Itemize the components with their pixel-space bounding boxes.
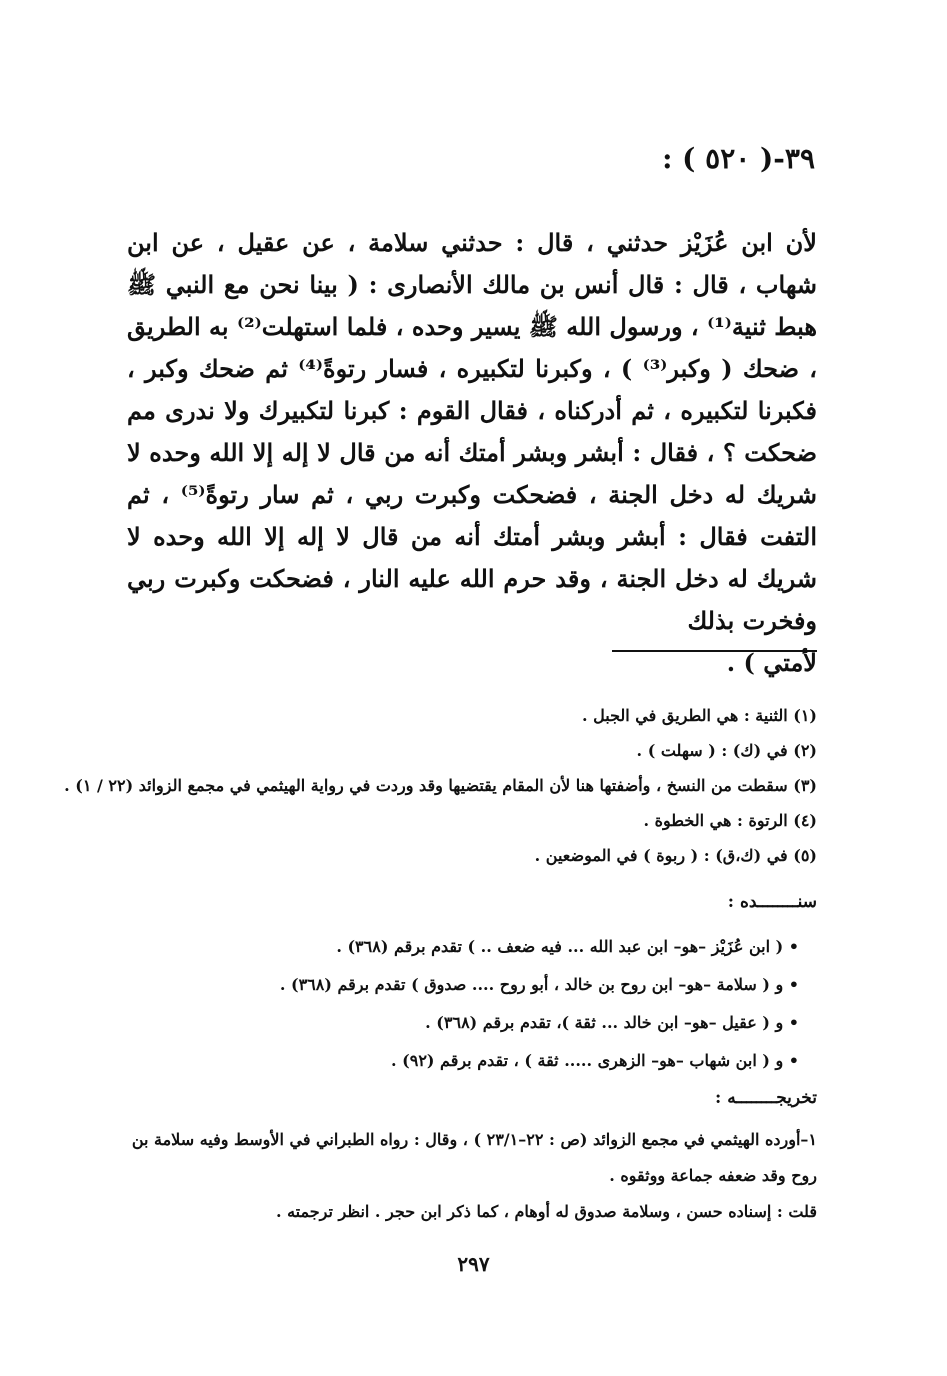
hadith-body: لأن ابن عُزَيْز حدثني ، قال : حدثني سلامة ، عن عقيل ، عن ابن شهاب ، قال : قال أنس بن مالك الأنصارى : ( بينا نحن مع النبي ﷺ هبط ثنية⁽¹⁾ ، ورسول الله ﷺ يسير وحده ، فلما استهلت⁽²⁾ به الطريق ، ضحك ( وكبر⁽³⁾ ) ، وكبرنا لتكبيره ، فسار رتوةً⁽⁴⁾ ثم ضحك وكبر ، فكبرنا لتكبيره ، ثم أدركناه ، فقال القوم : كبرنا لتكبيرك ولا ندرى مم ضحكت ؟ ، فقال : أبشر وبشر أمتك أنه من قال لا إله إلا الله وحده لا شريك له دخل الجنة ، فضحكت وكبرت ربي ، ثم سار رتوةً⁽⁵⁾ ، ثم التفت فقال : أبشر وبشر أمتك أنه من قال لا إله إلا الله وحده لا شريك له دخل الجنة ، وقد حرم الله عليه النار ، فضحكت وكبرت ربي وفخرت بذلك [127, 228, 817, 635]
footnote-divider [612, 650, 817, 652]
hadith-closing: لأمتي ) . [726, 648, 817, 677]
isnad-item: • و ( سلامة –هو– ابن روح بن خالد ، أبو روح .... صدوق ) تقدم برقم (٣٦٨) . [279, 975, 799, 994]
footnote-5: (٥) في (ك،ق) : ( ربوة ) في الموضعين . [534, 846, 817, 865]
isnad-item: • ( ابن عُزَيْز –هو– ابن عبد الله ... فيه ضعف .. ) تقدم برقم (٣٦٨) . [336, 937, 799, 956]
isnad-item: • و ( ابن شهاب –هو– الزهرى ..... ثقة ) ، تقدم برقم (٩٢) . [391, 1051, 799, 1070]
page-number: ٢٩٧ [457, 1252, 490, 1276]
isnad-list [117, 928, 817, 1080]
takhrij-verdict: قلت : إسناده حسن ، وسلامة صدوق له أوهام ، كما ذكر ابن حجر . انظر ترجمته . [275, 1202, 817, 1221]
footnote-4: (٤) الرتوة : هي الخطوة . [643, 811, 817, 830]
footnote-1: (١) الثنية : هي الطريق في الجبل . [581, 706, 817, 725]
footnote-2: (٢) في (ك) : ( سهلت ) . [636, 741, 817, 760]
takhrij-section [127, 1122, 817, 1230]
footnotes [64, 698, 817, 873]
takhrij-heading: تخريجــــــــه : [715, 1088, 817, 1108]
hadith-number: ٣٩-( ٥٢٠ ) : [662, 142, 815, 175]
isnad-item: • و ( عقيل –هو– ابن خالد ... ثقة )، تقدم برقم (٣٦٨) . [425, 1013, 799, 1032]
takhrij-source: ١–أورده الهيثمي في مجمع الزوائد (ص : ٢٢–٢٣/١ ) ، وقال : رواه الطبراني في الأوسط وفيه سلامة بن روح وقد ضعفه جماعة ووثقوه . [131, 1130, 817, 1185]
hadith-text [127, 222, 817, 684]
footnote-3: (٣) سقطت من النسخ ، وأضفتها هنا لأن المقام يقتضيها وقد وردت في رواية الهيثمي في مجمع الزوائد (٢٢ / ١) . [64, 776, 817, 795]
isnad-heading: سنــــــــده : [727, 892, 817, 912]
